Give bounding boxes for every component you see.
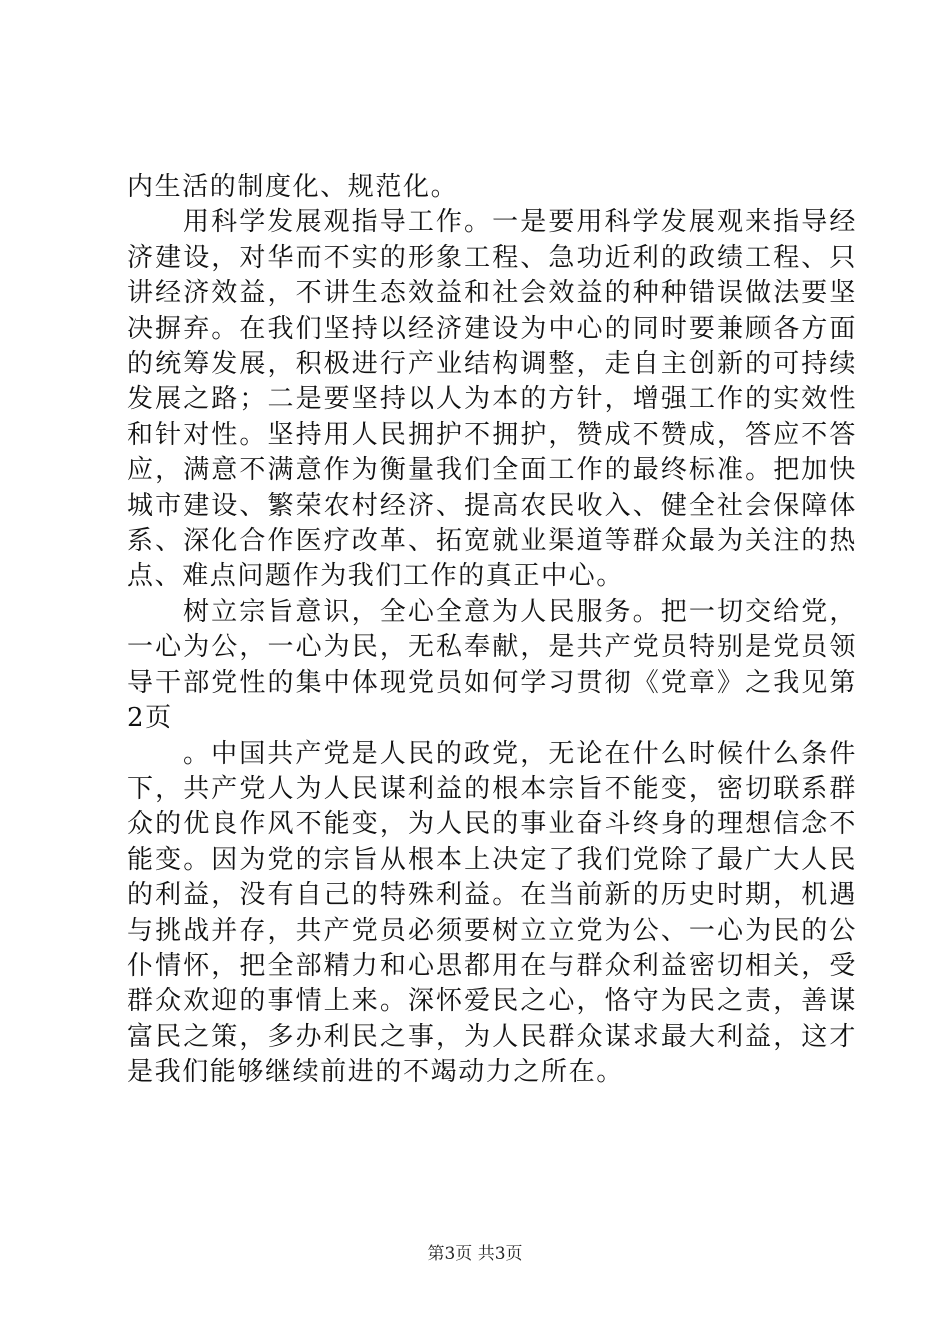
page-footer: 第3页 共3页	[427, 1244, 523, 1264]
paragraph-continuation: 内生活的制度化、规范化。	[127, 172, 459, 202]
paragraph-party-for-people: 。中国共产党是人民的政党，无论在什么时候什么条件下，共产党人为人民谋利益的根本宗旨不能变，密切联系群众的优良作风不能变，为人民的事业奋斗终身的理想信念不能变。因为党的宗旨从根本上决定了我们党除了最广大人民的利益，没有自己的特殊利益。在当前新的历史时期，机遇与挑战并存，共产党员必须要树立立党为公、一心为民的公仆情怀，把全部精力和心思都用在与群众利益密切相关，受群众欢迎的事情上来。深怀爱民之心，恪守为民之责，善谋富民之策，多办利民之事，为人民群众谋求最大利益，这才是我们能够继续前进的不竭动力之所在。	[127, 738, 857, 1088]
document-body	[127, 170, 857, 1091]
paragraph-scientific-development: 用科学发展观指导工作。一是要用科学发展观来指导经济建设，对华而不实的形象工程、急功近利的政绩工程、只讲经济效益，不讲生态效益和社会效益的种种错误做法要坚决摒弃。在我们坚持以经济建设为中心的同时要兼顾各方面的统筹发展，积极进行产业结构调整，走自主创新的可持续发展之路；二是要坚持以人为本的方针，增强工作的实效性和针对性。坚持用人民拥护不拥护，赞成不赞成，答应不答应，满意不满意作为衡量我们全面工作的最终标准。把加快城市建设、繁荣农村经济、提高农民收入、健全社会保障体系、深化合作医疗改革、拓宽就业渠道等群众最为关注的热点、难点问题作为我们工作的真正中心。	[127, 207, 857, 592]
paragraph-purpose-awareness: 树立宗旨意识，全心全意为人民服务。把一切交给党，一心为公，一心为民，无私奉献，是共产党员特别是党员领导干部党性的集中体现党员如何学习贯彻《党章》之我见第2页	[127, 596, 857, 734]
